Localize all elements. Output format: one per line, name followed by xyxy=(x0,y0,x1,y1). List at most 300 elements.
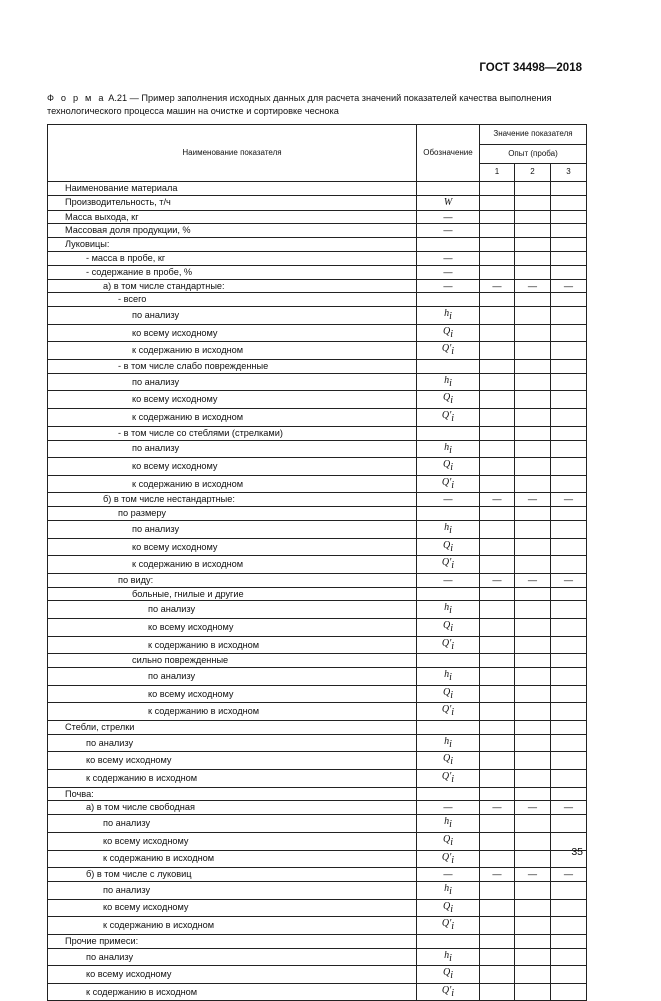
trial-number: 3 xyxy=(551,164,587,182)
trial-value xyxy=(480,307,515,325)
header-indicator-name: Наименование показателя xyxy=(48,125,417,182)
trial-value xyxy=(551,475,587,493)
indicator-name: Прочие примеси: xyxy=(48,934,417,948)
indicator-symbol xyxy=(417,668,480,686)
symbol-subscript: i xyxy=(451,921,455,933)
indicator-symbol xyxy=(417,815,480,833)
indicator-symbol xyxy=(417,601,480,619)
indicator-symbol: — xyxy=(417,801,480,815)
trial-value xyxy=(551,948,587,966)
trial-value xyxy=(515,948,551,966)
table-row xyxy=(48,307,587,325)
table-row xyxy=(48,520,587,538)
trial-value xyxy=(551,899,587,917)
indicator-name: по анализу xyxy=(48,881,417,899)
symbol-text: Q xyxy=(442,967,451,979)
indicator-symbol: — xyxy=(417,210,480,224)
table-row xyxy=(48,210,587,224)
indicator-name: по виду: xyxy=(48,573,417,587)
trial-value xyxy=(480,224,515,238)
table-row xyxy=(48,899,587,917)
symbol-text: h xyxy=(444,735,450,747)
table-row xyxy=(48,493,587,507)
indicator-symbol xyxy=(417,685,480,703)
table-row xyxy=(48,815,587,833)
indicator-symbol: — xyxy=(417,279,480,293)
trial-value xyxy=(551,426,587,440)
symbol-subscript: i xyxy=(449,605,452,617)
indicator-name: ко всему исходному xyxy=(48,966,417,984)
table-row xyxy=(48,881,587,899)
trial-value xyxy=(480,265,515,279)
indicator-symbol: — xyxy=(417,251,480,265)
trial-value: — xyxy=(480,493,515,507)
indicator-symbol xyxy=(417,391,480,409)
trial-number: 1 xyxy=(480,164,515,182)
indicator-name: Луковицы: xyxy=(48,238,417,252)
trial-value xyxy=(480,881,515,899)
indicator-name: - в том числе со стеблями (стрелками) xyxy=(48,426,417,440)
symbol-text: h xyxy=(444,949,450,961)
indicator-name: по анализу xyxy=(48,815,417,833)
indicator-symbol xyxy=(417,409,480,427)
indicator-name: сильно поврежденные xyxy=(48,654,417,668)
trial-value: — xyxy=(515,493,551,507)
symbol-text: h xyxy=(444,374,450,386)
indicator-symbol xyxy=(417,182,480,196)
indicator-symbol xyxy=(417,832,480,850)
table-row xyxy=(48,324,587,342)
indicator-name: а) в том числе стандартные: xyxy=(48,279,417,293)
indicator-name: Стебли, стрелки xyxy=(48,721,417,735)
trial-value xyxy=(480,373,515,391)
caption-prefix: Ф о р м а xyxy=(47,93,106,103)
symbol-subscript: i xyxy=(451,987,455,999)
table-row xyxy=(48,195,587,210)
indicator-name: б) в том числе с луковиц xyxy=(48,868,417,882)
indicator-symbol xyxy=(417,934,480,948)
table-row xyxy=(48,654,587,668)
indicator-symbol xyxy=(417,520,480,538)
trial-value xyxy=(480,587,515,601)
trial-value: — xyxy=(480,279,515,293)
trial-value xyxy=(515,520,551,538)
trial-value xyxy=(480,917,515,935)
trial-value: — xyxy=(515,868,551,882)
table-row xyxy=(48,948,587,966)
trial-value xyxy=(551,238,587,252)
trial-value: — xyxy=(551,493,587,507)
symbol-subscript: i xyxy=(451,640,455,652)
trial-value xyxy=(551,265,587,279)
indicator-symbol: — xyxy=(417,868,480,882)
table-row xyxy=(48,440,587,458)
trial-value xyxy=(480,703,515,721)
trial-value xyxy=(480,251,515,265)
trial-value xyxy=(480,654,515,668)
symbol-subscript: i xyxy=(449,444,452,456)
table-row xyxy=(48,279,587,293)
symbol-text: Q' xyxy=(441,410,452,422)
table-row xyxy=(48,966,587,984)
indicator-symbol xyxy=(417,721,480,735)
trial-value: — xyxy=(480,573,515,587)
symbol-subscript: i xyxy=(449,311,452,322)
indicator-symbol xyxy=(417,440,480,458)
trial-value xyxy=(480,752,515,770)
standard-number: ГОСТ 34498—2018 xyxy=(479,62,582,74)
trial-value xyxy=(515,832,551,850)
symbol-subscript: i xyxy=(450,542,453,554)
trial-value xyxy=(551,538,587,556)
trial-value xyxy=(480,520,515,538)
trial-value: — xyxy=(551,279,587,293)
trial-value xyxy=(480,721,515,735)
indicator-name: по анализу xyxy=(48,948,417,966)
indicator-name: к содержанию в исходном xyxy=(48,983,417,1001)
indicator-name: по размеру xyxy=(48,507,417,521)
trial-value xyxy=(480,238,515,252)
table-row xyxy=(48,426,587,440)
table-row xyxy=(48,868,587,882)
trial-value xyxy=(551,983,587,1001)
indicator-name: по анализу xyxy=(48,373,417,391)
page-number: 35 xyxy=(571,846,583,858)
table-row xyxy=(48,475,587,493)
table-row xyxy=(48,734,587,752)
indicator-name: Массовая доля продукции, % xyxy=(48,224,417,238)
trial-value xyxy=(515,195,551,210)
trial-value xyxy=(515,265,551,279)
trial-value xyxy=(515,224,551,238)
trial-value xyxy=(551,507,587,521)
indicator-symbol: — xyxy=(417,573,480,587)
trial-value xyxy=(515,685,551,703)
indicator-symbol: — xyxy=(417,224,480,238)
table-row xyxy=(48,360,587,374)
trial-value: — xyxy=(551,573,587,587)
trial-value xyxy=(515,917,551,935)
trial-value xyxy=(480,636,515,654)
indicator-symbol: — xyxy=(417,493,480,507)
trial-value xyxy=(515,636,551,654)
symbol-subscript: i xyxy=(449,377,452,389)
trial-value xyxy=(551,520,587,538)
trial-value xyxy=(515,409,551,427)
trial-value xyxy=(515,556,551,574)
indicator-name: по анализу xyxy=(48,734,417,752)
trial-value xyxy=(551,391,587,409)
symbol-text: Q xyxy=(442,900,451,912)
indicator-symbol xyxy=(417,587,480,601)
header-trial: Опыт (проба) xyxy=(480,145,587,164)
trial-value xyxy=(551,654,587,668)
indicator-symbol xyxy=(417,899,480,917)
indicator-name: по анализу xyxy=(48,601,417,619)
indicator-name: ко всему исходному xyxy=(48,538,417,556)
trial-value xyxy=(515,815,551,833)
indicator-symbol xyxy=(417,881,480,899)
trial-value xyxy=(515,787,551,801)
trial-value xyxy=(480,182,515,196)
symbol-subscript: i xyxy=(449,671,452,683)
symbol-text: h xyxy=(444,816,450,828)
trial-value xyxy=(480,601,515,619)
symbol-text: Q xyxy=(442,833,451,845)
trial-value xyxy=(480,360,515,374)
symbol-text: h xyxy=(444,669,450,681)
trial-value xyxy=(551,815,587,833)
trial-value xyxy=(480,815,515,833)
trial-value xyxy=(480,324,515,342)
trial-number: 2 xyxy=(515,164,551,182)
trial-value xyxy=(515,373,551,391)
trial-value xyxy=(515,182,551,196)
table-header-row xyxy=(48,125,587,145)
indicator-name: - всего xyxy=(48,293,417,307)
indicator-symbol xyxy=(417,538,480,556)
table-row xyxy=(48,601,587,619)
indicator-symbol xyxy=(417,770,480,788)
indicator-symbol xyxy=(417,458,480,476)
trial-value xyxy=(551,342,587,360)
symbol-subscript: i xyxy=(451,773,455,785)
indicator-symbol xyxy=(417,654,480,668)
form-caption xyxy=(47,92,587,117)
trial-value xyxy=(480,195,515,210)
symbol-text: h xyxy=(444,308,450,320)
indicator-name: к содержанию в исходном xyxy=(48,475,417,493)
table-row xyxy=(48,573,587,587)
indicator-symbol xyxy=(417,238,480,252)
symbol-text: h xyxy=(444,602,450,614)
trial-value xyxy=(551,787,587,801)
trial-value xyxy=(480,850,515,868)
indicator-name: Масса выхода, кг xyxy=(48,210,417,224)
indicator-name: ко всему исходному xyxy=(48,899,417,917)
indicator-name: больные, гнилые и другие xyxy=(48,587,417,601)
table-row xyxy=(48,917,587,935)
symbol-text: Q xyxy=(442,325,451,337)
table-row xyxy=(48,787,587,801)
symbol-subscript: i xyxy=(450,756,453,768)
symbol-text: Q' xyxy=(441,984,452,996)
table-row xyxy=(48,556,587,574)
trial-value: — xyxy=(515,279,551,293)
trial-value xyxy=(515,983,551,1001)
symbol-text: Q' xyxy=(441,851,452,863)
indicator-name: по анализу xyxy=(48,520,417,538)
caption-text-line1: А.21 — Пример заполнения исходных данных для расчета значений показателей качества выполнения xyxy=(105,93,552,103)
indicator-symbol xyxy=(417,966,480,984)
table-row xyxy=(48,251,587,265)
symbol-subscript: i xyxy=(450,836,453,848)
trial-value xyxy=(515,587,551,601)
indicator-symbol xyxy=(417,787,480,801)
trial-value xyxy=(480,668,515,686)
trial-value xyxy=(515,210,551,224)
trial-value xyxy=(515,360,551,374)
symbol-subscript: i xyxy=(450,689,453,701)
trial-value xyxy=(551,966,587,984)
indicator-symbol xyxy=(417,360,480,374)
indicator-symbol xyxy=(417,917,480,935)
symbol-subscript: i xyxy=(450,461,453,473)
trial-value: — xyxy=(551,868,587,882)
symbol-subscript: i xyxy=(451,560,455,572)
indicator-name: ко всему исходному xyxy=(48,391,417,409)
header-symbol: Обозначение xyxy=(417,125,480,182)
symbol-subscript: i xyxy=(450,970,453,982)
trial-value xyxy=(480,440,515,458)
trial-value xyxy=(515,342,551,360)
indicator-name: Почва: xyxy=(48,787,417,801)
indicator-symbol xyxy=(417,703,480,721)
table-row xyxy=(48,265,587,279)
symbol-subscript: i xyxy=(451,346,455,358)
indicator-symbol xyxy=(417,556,480,574)
indicator-name: - содержание в пробе, % xyxy=(48,265,417,279)
trial-value xyxy=(515,734,551,752)
trial-value xyxy=(551,307,587,325)
table-row xyxy=(48,801,587,815)
trial-value xyxy=(551,324,587,342)
symbol-subscript: i xyxy=(449,524,452,536)
symbol-subscript: i xyxy=(451,412,455,424)
indicator-symbol xyxy=(417,734,480,752)
indicator-symbol xyxy=(417,293,480,307)
indicator-symbol xyxy=(417,948,480,966)
trial-value xyxy=(515,238,551,252)
table-row xyxy=(48,850,587,868)
symbol-text: W xyxy=(443,196,453,208)
trial-value xyxy=(551,182,587,196)
table-row xyxy=(48,293,587,307)
symbol-text: Q xyxy=(442,753,451,765)
trial-value xyxy=(480,983,515,1001)
trial-value xyxy=(515,293,551,307)
indicator-symbol xyxy=(417,426,480,440)
trial-value xyxy=(515,601,551,619)
table-row xyxy=(48,507,587,521)
indicator-symbol xyxy=(417,636,480,654)
indicator-symbol xyxy=(417,850,480,868)
trial-value xyxy=(480,507,515,521)
symbol-text: Q' xyxy=(441,771,452,783)
trial-value xyxy=(515,850,551,868)
indicator-name: к содержанию в исходном xyxy=(48,342,417,360)
trial-value xyxy=(515,307,551,325)
trial-value xyxy=(551,721,587,735)
trial-value xyxy=(515,391,551,409)
table-row xyxy=(48,770,587,788)
trial-value xyxy=(515,881,551,899)
trial-value xyxy=(551,685,587,703)
indicator-name: ко всему исходному xyxy=(48,685,417,703)
trial-value xyxy=(480,787,515,801)
symbol-text: h xyxy=(444,441,450,453)
trial-value xyxy=(480,293,515,307)
indicator-symbol: — xyxy=(417,265,480,279)
trial-value: — xyxy=(551,801,587,815)
indicator-name: к содержанию в исходном xyxy=(48,850,417,868)
trial-value xyxy=(551,373,587,391)
trial-value xyxy=(515,251,551,265)
table-row xyxy=(48,373,587,391)
indicator-symbol xyxy=(417,342,480,360)
symbol-text: Q' xyxy=(441,343,452,355)
table-row xyxy=(48,409,587,427)
table-row xyxy=(48,342,587,360)
trial-value xyxy=(480,832,515,850)
table-row xyxy=(48,685,587,703)
symbol-text: Q xyxy=(442,392,451,404)
trial-value: — xyxy=(480,868,515,882)
table-row xyxy=(48,934,587,948)
indicator-symbol xyxy=(417,619,480,637)
table-row xyxy=(48,458,587,476)
symbol-subscript: i xyxy=(451,854,455,866)
trial-value xyxy=(480,475,515,493)
trial-value xyxy=(551,210,587,224)
symbol-subscript: i xyxy=(450,328,453,340)
indicator-symbol xyxy=(417,752,480,770)
table-row xyxy=(48,983,587,1001)
indicator-name: - масса в пробе, кг xyxy=(48,251,417,265)
table-row xyxy=(48,238,587,252)
table-row xyxy=(48,391,587,409)
symbol-text: Q' xyxy=(441,918,452,930)
indicator-name: к содержанию в исходном xyxy=(48,770,417,788)
table-row xyxy=(48,224,587,238)
trial-value xyxy=(515,458,551,476)
indicator-name: ко всему исходному xyxy=(48,458,417,476)
trial-value xyxy=(480,391,515,409)
symbol-subscript: i xyxy=(449,819,452,831)
symbol-subscript: i xyxy=(450,622,453,634)
indicator-symbol xyxy=(417,983,480,1001)
symbol-subscript: i xyxy=(450,903,453,915)
symbol-subscript: i xyxy=(450,395,453,407)
table-row xyxy=(48,668,587,686)
trial-value xyxy=(480,409,515,427)
symbol-text: h xyxy=(444,521,450,533)
trial-value xyxy=(551,752,587,770)
symbol-subscript: i xyxy=(451,479,455,491)
trial-value xyxy=(480,210,515,224)
trial-value xyxy=(551,293,587,307)
symbol-text: h xyxy=(444,882,450,894)
indicator-name: по анализу xyxy=(48,668,417,686)
indicator-symbol xyxy=(417,307,480,325)
indicator-symbol xyxy=(417,475,480,493)
trial-value xyxy=(515,770,551,788)
trial-value xyxy=(551,636,587,654)
trial-value: — xyxy=(480,801,515,815)
trial-value xyxy=(515,507,551,521)
table-row xyxy=(48,636,587,654)
trial-value xyxy=(480,934,515,948)
symbol-subscript: i xyxy=(451,707,455,719)
trial-value xyxy=(551,195,587,210)
trial-value xyxy=(515,721,551,735)
trial-value xyxy=(515,654,551,668)
indicator-symbol xyxy=(417,195,480,210)
trial-value: — xyxy=(515,801,551,815)
trial-value xyxy=(515,668,551,686)
trial-value: — xyxy=(515,573,551,587)
trial-value xyxy=(515,440,551,458)
